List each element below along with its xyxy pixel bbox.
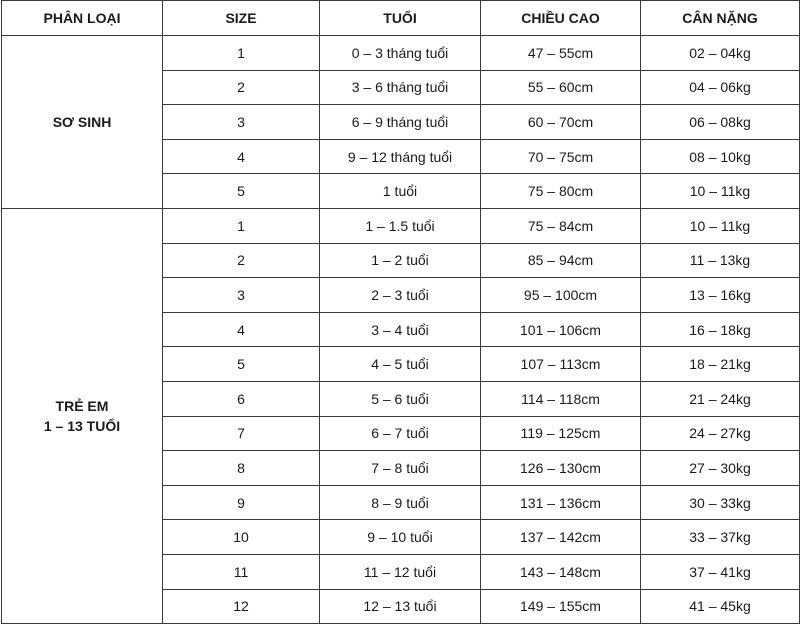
cell-weight: 10 – 11kg bbox=[641, 208, 800, 243]
cell-height: 131 – 136cm bbox=[481, 485, 641, 520]
group-label-line: SƠ SINH bbox=[52, 113, 112, 130]
cell-age: 6 – 9 tháng tuổi bbox=[320, 105, 481, 140]
cell-weight: 04 – 06kg bbox=[641, 70, 800, 105]
cell-height: 143 – 148cm bbox=[481, 554, 641, 589]
cell-age: 12 – 13 tuổi bbox=[320, 589, 481, 624]
cell-height: 75 – 84cm bbox=[481, 208, 641, 243]
cell-age: 1 – 2 tuổi bbox=[320, 243, 481, 278]
cell-size: 3 bbox=[163, 105, 320, 140]
cell-size: 3 bbox=[163, 278, 320, 313]
cell-size: 1 bbox=[163, 36, 320, 71]
cell-age: 0 – 3 tháng tuổi bbox=[320, 36, 481, 71]
cell-size: 10 bbox=[163, 520, 320, 555]
cell-height: 137 – 142cm bbox=[481, 520, 641, 555]
cell-size: 4 bbox=[163, 139, 320, 174]
cell-weight: 37 – 41kg bbox=[641, 554, 800, 589]
cell-size: 5 bbox=[163, 174, 320, 209]
header-chieu-cao: CHIỀU CAO bbox=[481, 1, 641, 36]
cell-age: 2 – 3 tuổi bbox=[320, 278, 481, 313]
cell-age: 6 – 7 tuổi bbox=[320, 416, 481, 451]
cell-height: 70 – 75cm bbox=[481, 139, 641, 174]
cell-weight: 18 – 21kg bbox=[641, 347, 800, 382]
size-chart-table bbox=[1, 0, 800, 624]
cell-weight: 30 – 33kg bbox=[641, 485, 800, 520]
cell-weight: 10 – 11kg bbox=[641, 174, 800, 209]
cell-height: 95 – 100cm bbox=[481, 278, 641, 313]
table-row bbox=[2, 208, 800, 243]
cell-weight: 13 – 16kg bbox=[641, 278, 800, 313]
cell-size: 11 bbox=[163, 554, 320, 589]
cell-size: 12 bbox=[163, 589, 320, 624]
cell-height: 85 – 94cm bbox=[481, 243, 641, 278]
header-can-nang: CÂN NẶNG bbox=[641, 1, 800, 36]
group-label-line: TRẺ EM bbox=[55, 398, 109, 415]
group-label bbox=[2, 36, 163, 209]
cell-age: 3 – 6 tháng tuổi bbox=[320, 70, 481, 105]
cell-height: 60 – 70cm bbox=[481, 105, 641, 140]
cell-weight: 24 – 27kg bbox=[641, 416, 800, 451]
cell-height: 149 – 155cm bbox=[481, 589, 641, 624]
cell-weight: 16 – 18kg bbox=[641, 312, 800, 347]
cell-height: 107 – 113cm bbox=[481, 347, 641, 382]
cell-weight: 02 – 04kg bbox=[641, 36, 800, 71]
header-row bbox=[2, 1, 800, 36]
group-label-line: 1 – 13 TUỔI bbox=[43, 418, 121, 435]
cell-size: 7 bbox=[163, 416, 320, 451]
cell-age: 5 – 6 tuổi bbox=[320, 381, 481, 416]
cell-height: 75 – 80cm bbox=[481, 174, 641, 209]
cell-age: 1 tuổi bbox=[320, 174, 481, 209]
cell-age: 11 – 12 tuổi bbox=[320, 554, 481, 589]
cell-size: 9 bbox=[163, 485, 320, 520]
table-row bbox=[2, 36, 800, 71]
cell-weight: 08 – 10kg bbox=[641, 139, 800, 174]
cell-size: 1 bbox=[163, 208, 320, 243]
cell-size: 8 bbox=[163, 451, 320, 486]
cell-weight: 33 – 37kg bbox=[641, 520, 800, 555]
cell-height: 55 – 60cm bbox=[481, 70, 641, 105]
cell-age: 8 – 9 tuổi bbox=[320, 485, 481, 520]
cell-height: 101 – 106cm bbox=[481, 312, 641, 347]
cell-height: 126 – 130cm bbox=[481, 451, 641, 486]
cell-size: 5 bbox=[163, 347, 320, 382]
cell-weight: 11 – 13kg bbox=[641, 243, 800, 278]
cell-size: 2 bbox=[163, 70, 320, 105]
cell-age: 4 – 5 tuổi bbox=[320, 347, 481, 382]
header-tuoi: TUỔI bbox=[320, 1, 481, 36]
cell-weight: 06 – 08kg bbox=[641, 105, 800, 140]
cell-age: 7 – 8 tuổi bbox=[320, 451, 481, 486]
cell-age: 9 – 12 tháng tuổi bbox=[320, 139, 481, 174]
group-label bbox=[2, 208, 163, 623]
cell-age: 3 – 4 tuổi bbox=[320, 312, 481, 347]
cell-height: 114 – 118cm bbox=[481, 381, 641, 416]
cell-weight: 27 – 30kg bbox=[641, 451, 800, 486]
cell-height: 119 – 125cm bbox=[481, 416, 641, 451]
table-body bbox=[2, 36, 800, 624]
cell-weight: 41 – 45kg bbox=[641, 589, 800, 624]
cell-height: 47 – 55cm bbox=[481, 36, 641, 71]
cell-weight: 21 – 24kg bbox=[641, 381, 800, 416]
cell-size: 6 bbox=[163, 381, 320, 416]
cell-age: 1 – 1.5 tuổi bbox=[320, 208, 481, 243]
header-size: SIZE bbox=[163, 1, 320, 36]
cell-size: 2 bbox=[163, 243, 320, 278]
cell-size: 4 bbox=[163, 312, 320, 347]
header-phan-loai: PHÂN LOẠI bbox=[2, 1, 163, 36]
cell-age: 9 – 10 tuổi bbox=[320, 520, 481, 555]
